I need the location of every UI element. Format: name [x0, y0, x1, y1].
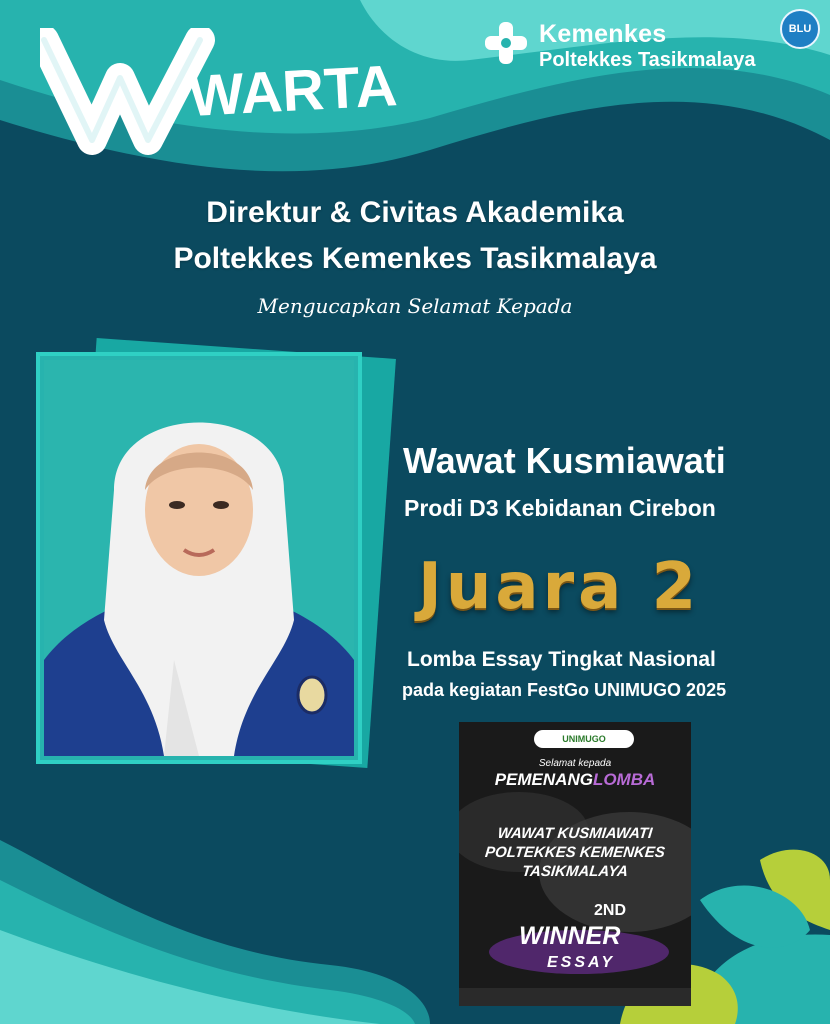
event-name: pada kegiatan FestGo UNIMUGO 2025: [402, 680, 727, 700]
certificate-category: ESSAY: [547, 954, 616, 971]
award-title: Juara 2: [418, 550, 701, 624]
org-name: Kemenkes: [539, 20, 667, 48]
headline-line-2: Poltekkes Kemenkes Tasikmalaya: [173, 242, 657, 275]
portrait-photo: [44, 360, 354, 756]
greeting-text: Mengucapkan Selamat Kepada: [257, 294, 573, 318]
certificate-footer: [459, 988, 691, 1006]
certificate-title: [459, 770, 691, 790]
winner-program: Prodi D3 Kebidanan Cirebon: [404, 495, 716, 521]
warta-logo-text: WARTA: [187, 53, 399, 129]
headline-line-1: Direktur & Civitas Akademika: [206, 196, 624, 229]
org-subname: Poltekkes Tasikmalaya: [539, 49, 756, 71]
kemenkes-cross-icon: [484, 20, 528, 66]
certificate-image: [459, 722, 691, 1006]
certificate-greeting: Selamat kepada: [538, 758, 612, 769]
certificate-winner-label: WINNER: [519, 922, 621, 950]
certificate-logo: UNIMUGO: [534, 730, 634, 748]
certificate-title-b: LOMBA: [592, 770, 656, 789]
certificate-institution-2: TASIKMALAYA: [521, 863, 629, 880]
kemenkes-logo: [484, 20, 784, 80]
certificate-title-a: PEMENANG: [494, 770, 593, 789]
warta-logo: [40, 28, 400, 158]
contest-name: Lomba Essay Tingkat Nasional: [407, 648, 716, 671]
certificate-name: WAWAT KUSMIAWATI: [496, 825, 654, 842]
certificate-institution-1: POLTEKKES KEMENKES: [484, 844, 666, 861]
winner-name: Wawat Kusmiawati: [403, 440, 726, 481]
blu-badge: BLU: [780, 9, 820, 49]
certificate-rank: 2ND: [594, 902, 627, 919]
photo-frame: [36, 352, 362, 764]
